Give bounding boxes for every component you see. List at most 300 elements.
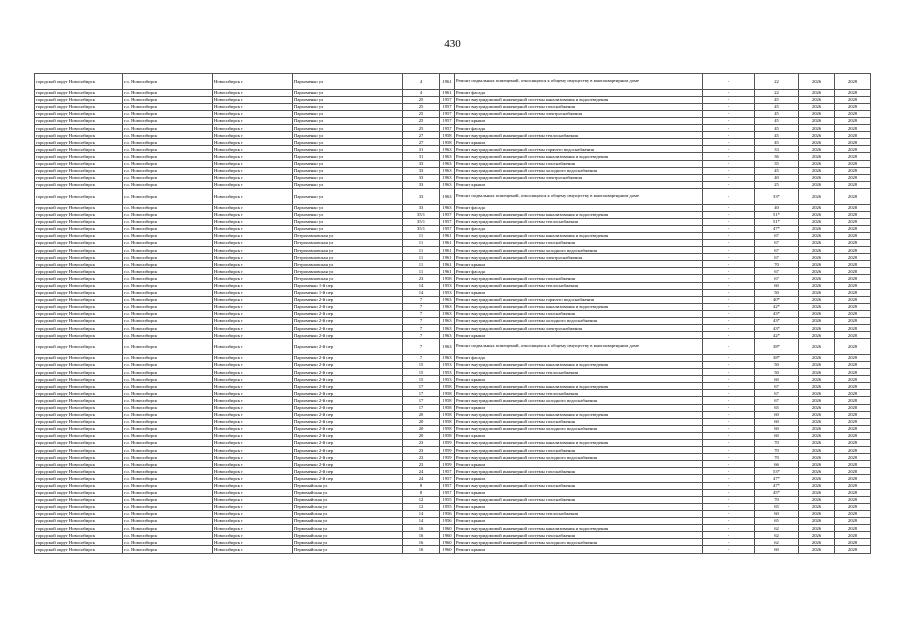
cell-district: г.о. Новосибирск xyxy=(123,532,213,539)
cell-year-start: 2026 xyxy=(799,211,835,218)
table-row xyxy=(35,181,871,188)
cell-house-number: 31 xyxy=(403,146,440,153)
table-row xyxy=(35,461,871,468)
cell-okrug: городской округ Новосибирск xyxy=(35,310,123,317)
cell-district: г.о. Новосибирск xyxy=(123,332,213,339)
cell-district: г.о. Новосибирск xyxy=(123,139,213,146)
cell-house-number: 35/1 xyxy=(403,218,440,225)
cell-dash: - xyxy=(703,181,755,188)
table-row xyxy=(35,132,871,139)
cell-okrug: городской округ Новосибирск xyxy=(35,376,123,383)
cell-dash: - xyxy=(703,397,755,404)
cell-work-type: Ремонт внутридомовой инженерной системы газоснабжения xyxy=(455,418,703,425)
cell-year-start: 2026 xyxy=(799,218,835,225)
cell-value: 70 xyxy=(755,496,799,503)
cell-work-type: Ремонт внутридомовой инженерной системы канализования и водоотведения xyxy=(455,525,703,532)
cell-district: г.о. Новосибирск xyxy=(123,354,213,361)
cell-year-start: 2026 xyxy=(799,296,835,303)
cell-year-start: 2026 xyxy=(799,332,835,339)
cell-okrug: городской округ Новосибирск xyxy=(35,218,123,225)
table-row xyxy=(35,390,871,397)
cell-house-number: 17 xyxy=(403,397,440,404)
cell-year-start: 2026 xyxy=(799,354,835,361)
cell-year-end: 2028 xyxy=(835,110,871,117)
table-row xyxy=(35,139,871,146)
cell-district: г.о. Новосибирск xyxy=(123,275,213,282)
cell-build-year: 1957 xyxy=(440,482,455,489)
cell-value: 42* xyxy=(755,303,799,310)
cell-year-end: 2028 xyxy=(835,74,871,90)
cell-work-type: Ремонт фасада xyxy=(455,354,703,361)
cell-dash: - xyxy=(703,96,755,103)
cell-work-type: Ремонт внутридомовой инженерной системы газоснабжения xyxy=(455,275,703,282)
cell-work-type: Ремонт крыши xyxy=(455,546,703,553)
cell-street: Пархоменко 2-й пер xyxy=(293,376,403,383)
cell-value: 60 xyxy=(755,418,799,425)
table-row xyxy=(35,174,871,181)
cell-year-end: 2028 xyxy=(835,218,871,225)
cell-year-start: 2026 xyxy=(799,74,835,90)
cell-city: Новосибирск г xyxy=(213,181,293,188)
cell-city: Новосибирск г xyxy=(213,261,293,268)
cell-value: 67 xyxy=(755,383,799,390)
cell-district: г.о. Новосибирск xyxy=(123,369,213,376)
cell-district: г.о. Новосибирск xyxy=(123,468,213,475)
cell-district: г.о. Новосибирск xyxy=(123,539,213,546)
cell-street: Первомайская ул xyxy=(293,496,403,503)
table-row xyxy=(35,518,871,525)
cell-street: Пархоменко 2-й пер xyxy=(293,411,403,418)
cell-city: Новосибирск г xyxy=(213,125,293,132)
cell-street: Петропавловская ул xyxy=(293,239,403,246)
cell-district: г.о. Новосибирск xyxy=(123,546,213,553)
cell-dash: - xyxy=(703,376,755,383)
cell-year-start: 2026 xyxy=(799,181,835,188)
cell-value: 70 xyxy=(755,447,799,454)
cell-value: 45 xyxy=(755,125,799,132)
cell-work-type: Ремонт внутридомовой инженерной системы горячего водоснабжения xyxy=(455,296,703,303)
cell-work-type: Ремонт внутридомовой инженерной системы канализования и водоотведения xyxy=(455,96,703,103)
table-row xyxy=(35,383,871,390)
cell-okrug: городской округ Новосибирск xyxy=(35,525,123,532)
table-row xyxy=(35,89,871,96)
cell-build-year: 1953 xyxy=(440,369,455,376)
cell-okrug: городской округ Новосибирск xyxy=(35,125,123,132)
cell-year-start: 2026 xyxy=(799,461,835,468)
cell-year-start: 2026 xyxy=(799,369,835,376)
cell-dash: - xyxy=(703,310,755,317)
cell-work-type: Ремонт внутридомовой инженерной системы канализования и водоотведения xyxy=(455,211,703,218)
cell-work-type: Ремонт внутридомовой инженерной системы теплоснабжения xyxy=(455,132,703,139)
cell-okrug: городской округ Новосибирск xyxy=(35,254,123,261)
cell-dash: - xyxy=(703,160,755,167)
cell-city: Новосибирск г xyxy=(213,275,293,282)
cell-city: Новосибирск г xyxy=(213,475,293,482)
cell-city: Новосибирск г xyxy=(213,546,293,553)
cell-city: Новосибирск г xyxy=(213,361,293,368)
cell-dash: - xyxy=(703,489,755,496)
cell-city: Новосибирск г xyxy=(213,440,293,447)
cell-house-number: 31 xyxy=(403,153,440,160)
cell-year-start: 2026 xyxy=(799,440,835,447)
cell-value: 50 xyxy=(755,369,799,376)
cell-build-year: 1955 xyxy=(440,503,455,510)
cell-value: 66 xyxy=(755,461,799,468)
cell-street: Первомайская ул xyxy=(293,525,403,532)
cell-year-start: 2026 xyxy=(799,247,835,254)
cell-year-start: 2026 xyxy=(799,447,835,454)
cell-work-type: Ремонт внутридомовой инженерной системы газоснабжения xyxy=(455,482,703,489)
cell-dash: - xyxy=(703,454,755,461)
cell-value: 36 xyxy=(755,153,799,160)
cell-year-start: 2026 xyxy=(799,225,835,232)
cell-value: 22 xyxy=(755,89,799,96)
cell-dash: - xyxy=(703,275,755,282)
cell-year-end: 2028 xyxy=(835,361,871,368)
cell-okrug: городской округ Новосибирск xyxy=(35,282,123,289)
table-row xyxy=(35,489,871,496)
cell-year-start: 2026 xyxy=(799,303,835,310)
table-row xyxy=(35,369,871,376)
cell-dash: - xyxy=(703,239,755,246)
table-row xyxy=(35,232,871,239)
cell-year-start: 2026 xyxy=(799,132,835,139)
cell-year-end: 2028 xyxy=(835,418,871,425)
cell-district: г.о. Новосибирск xyxy=(123,454,213,461)
cell-work-type: Ремонт крыши xyxy=(455,261,703,268)
cell-city: Новосибирск г xyxy=(213,296,293,303)
cell-street: Петропавловская ул xyxy=(293,275,403,282)
cell-work-type: Ремонт внутридомовой инженерной системы горячего водоснабжения xyxy=(455,146,703,153)
cell-okrug: городской округ Новосибирск xyxy=(35,188,123,204)
cell-year-start: 2026 xyxy=(799,376,835,383)
cell-okrug: городской округ Новосибирск xyxy=(35,339,123,355)
cell-value: 65 xyxy=(755,404,799,411)
cell-value: 22 xyxy=(755,74,799,90)
cell-house-number: 16 xyxy=(403,532,440,539)
cell-year-start: 2026 xyxy=(799,475,835,482)
cell-build-year: 1957 xyxy=(440,489,455,496)
cell-house-number: 11 xyxy=(403,268,440,275)
cell-build-year: 1961 xyxy=(440,239,455,246)
cell-street: Первомайская ул xyxy=(293,532,403,539)
table-row xyxy=(35,332,871,339)
cell-dash: - xyxy=(703,447,755,454)
cell-city: Новосибирск г xyxy=(213,369,293,376)
cell-year-start: 2026 xyxy=(799,125,835,132)
table-row xyxy=(35,318,871,325)
cell-build-year: 1963 xyxy=(440,204,455,211)
cell-street: Пархоменко 2-й пер xyxy=(293,397,403,404)
cell-year-end: 2028 xyxy=(835,117,871,124)
cell-okrug: городской округ Новосибирск xyxy=(35,247,123,254)
cell-district: г.о. Новосибирск xyxy=(123,296,213,303)
table-row xyxy=(35,339,871,355)
cell-district: г.о. Новосибирск xyxy=(123,160,213,167)
cell-street: Пархоменко 2-й пер xyxy=(293,361,403,368)
cell-city: Новосибирск г xyxy=(213,425,293,432)
cell-work-type: Ремонт внутридомовой инженерной системы электроснабжения xyxy=(455,174,703,181)
cell-house-number: 11 xyxy=(403,247,440,254)
cell-build-year: 1961 xyxy=(440,232,455,239)
cell-year-end: 2028 xyxy=(835,397,871,404)
cell-dash: - xyxy=(703,174,755,181)
cell-city: Новосибирск г xyxy=(213,167,293,174)
cell-dash: - xyxy=(703,103,755,110)
cell-house-number: 16 xyxy=(403,525,440,532)
cell-street: Пархоменко ул xyxy=(293,110,403,117)
cell-okrug: городской округ Новосибирск xyxy=(35,454,123,461)
cell-district: г.о. Новосибирск xyxy=(123,181,213,188)
cell-okrug: городской округ Новосибирск xyxy=(35,468,123,475)
cell-street: Пархоменко ул xyxy=(293,139,403,146)
cell-dash: - xyxy=(703,188,755,204)
cell-street: Петропавловская ул xyxy=(293,268,403,275)
cell-okrug: городской округ Новосибирск xyxy=(35,461,123,468)
cell-house-number: 16 xyxy=(403,539,440,546)
cell-build-year: 1963 xyxy=(440,188,455,204)
cell-year-end: 2028 xyxy=(835,503,871,510)
cell-value: 60 xyxy=(755,425,799,432)
cell-work-type: Ремонт внутридомовой инженерной системы теплоснабжения xyxy=(455,282,703,289)
cell-build-year: 1958 xyxy=(440,404,455,411)
cell-dash: - xyxy=(703,89,755,96)
cell-okrug: городской округ Новосибирск xyxy=(35,397,123,404)
cell-city: Новосибирск г xyxy=(213,383,293,390)
cell-build-year: 1963 xyxy=(440,339,455,355)
cell-city: Новосибирск г xyxy=(213,376,293,383)
cell-build-year: 1963 xyxy=(440,160,455,167)
cell-work-type: Ремонт внутридомовой инженерной системы канализования и водоотведения xyxy=(455,361,703,368)
page-number: 430 xyxy=(444,38,461,50)
cell-value: 67 xyxy=(755,247,799,254)
cell-work-type: Ремонт крыши xyxy=(455,376,703,383)
table-row xyxy=(35,376,871,383)
cell-year-start: 2026 xyxy=(799,397,835,404)
cell-build-year: 1963 xyxy=(440,325,455,332)
cell-build-year: 1958 xyxy=(440,432,455,439)
cell-okrug: городской округ Новосибирск xyxy=(35,546,123,553)
cell-street: Пархоменко ул xyxy=(293,146,403,153)
cell-work-type: Ремонт подвальных помещений, относящихся к общему имуществу в многоквартирном доме xyxy=(455,188,703,204)
cell-work-type: Ремонт внутридомовой инженерной системы газоснабжения xyxy=(455,310,703,317)
cell-city: Новосибирск г xyxy=(213,310,293,317)
cell-dash: - xyxy=(703,539,755,546)
cell-district: г.о. Новосибирск xyxy=(123,261,213,268)
cell-house-number: 7 xyxy=(403,310,440,317)
cell-year-end: 2028 xyxy=(835,525,871,532)
cell-city: Новосибирск г xyxy=(213,447,293,454)
table-row xyxy=(35,354,871,361)
cell-dash: - xyxy=(703,503,755,510)
cell-work-type: Ремонт внутридомовой инженерной системы газоснабжения xyxy=(455,468,703,475)
cell-year-end: 2028 xyxy=(835,289,871,296)
cell-value: 33 xyxy=(755,146,799,153)
cell-work-type: Ремонт крыши xyxy=(455,432,703,439)
cell-dash: - xyxy=(703,282,755,289)
cell-city: Новосибирск г xyxy=(213,496,293,503)
cell-year-start: 2026 xyxy=(799,110,835,117)
cell-build-year: 1958 xyxy=(440,132,455,139)
cell-street: Первомайская ул xyxy=(293,503,403,510)
cell-year-end: 2028 xyxy=(835,332,871,339)
cell-district: г.о. Новосибирск xyxy=(123,361,213,368)
cell-dash: - xyxy=(703,110,755,117)
cell-dash: - xyxy=(703,74,755,90)
cell-city: Новосибирск г xyxy=(213,146,293,153)
cell-year-start: 2026 xyxy=(799,89,835,96)
cell-year-end: 2028 xyxy=(835,268,871,275)
table-row xyxy=(35,117,871,124)
cell-year-end: 2028 xyxy=(835,496,871,503)
cell-district: г.о. Новосибирск xyxy=(123,153,213,160)
cell-build-year: 1963 xyxy=(440,332,455,339)
cell-year-end: 2028 xyxy=(835,310,871,317)
table-row xyxy=(35,503,871,510)
cell-district: г.о. Новосибирск xyxy=(123,475,213,482)
cell-dash: - xyxy=(703,411,755,418)
cell-year-start: 2026 xyxy=(799,383,835,390)
cell-value: 60 xyxy=(755,282,799,289)
cell-year-end: 2028 xyxy=(835,174,871,181)
cell-work-type: Ремонт подвальных помещений, относящихся к общему имуществу в многоквартирном доме xyxy=(455,339,703,355)
cell-district: г.о. Новосибирск xyxy=(123,225,213,232)
cell-okrug: городской округ Новосибирск xyxy=(35,475,123,482)
cell-work-type: Ремонт внутридомовой инженерной системы теплоснабжения xyxy=(455,510,703,517)
table-row xyxy=(35,275,871,282)
cell-okrug: городской округ Новосибирск xyxy=(35,361,123,368)
cell-year-start: 2026 xyxy=(799,103,835,110)
cell-district: г.о. Новосибирск xyxy=(123,482,213,489)
cell-okrug: городской округ Новосибирск xyxy=(35,239,123,246)
cell-build-year: 1959 xyxy=(440,447,455,454)
cell-district: г.о. Новосибирск xyxy=(123,282,213,289)
cell-value: 47* xyxy=(755,482,799,489)
cell-city: Новосибирск г xyxy=(213,247,293,254)
cell-dash: - xyxy=(703,132,755,139)
cell-district: г.о. Новосибирск xyxy=(123,211,213,218)
cell-year-end: 2028 xyxy=(835,188,871,204)
cell-build-year: 1963 xyxy=(440,318,455,325)
cell-okrug: городской округ Новосибирск xyxy=(35,174,123,181)
cell-dash: - xyxy=(703,546,755,553)
cell-year-end: 2028 xyxy=(835,204,871,211)
cell-year-start: 2026 xyxy=(799,174,835,181)
cell-work-type: Ремонт фасада xyxy=(455,204,703,211)
cell-value: 25 xyxy=(755,181,799,188)
cell-district: г.о. Новосибирск xyxy=(123,418,213,425)
cell-street: Пархоменко 2-й пер xyxy=(293,404,403,411)
cell-build-year: 1956 xyxy=(440,510,455,517)
cell-dash: - xyxy=(703,289,755,296)
cell-build-year: 1960 xyxy=(440,532,455,539)
cell-year-end: 2028 xyxy=(835,160,871,167)
cell-build-year: 1963 xyxy=(440,174,455,181)
cell-year-start: 2026 xyxy=(799,539,835,546)
cell-district: г.о. Новосибирск xyxy=(123,318,213,325)
cell-work-type: Ремонт подвальных помещений, относящихся к общему имуществу в многоквартирном доме xyxy=(455,74,703,90)
cell-okrug: городской округ Новосибирск xyxy=(35,496,123,503)
cell-okrug: городской округ Новосибирск xyxy=(35,447,123,454)
cell-build-year: 1957 xyxy=(440,103,455,110)
cell-year-end: 2028 xyxy=(835,261,871,268)
cell-house-number: 24 xyxy=(403,475,440,482)
cell-okrug: городской округ Новосибирск xyxy=(35,275,123,282)
table-row xyxy=(35,447,871,454)
cell-dash: - xyxy=(703,354,755,361)
cell-city: Новосибирск г xyxy=(213,139,293,146)
cell-city: Новосибирск г xyxy=(213,303,293,310)
cell-house-number: 14 xyxy=(403,289,440,296)
cell-build-year: 1959 xyxy=(440,454,455,461)
cell-house-number: 23 xyxy=(403,454,440,461)
cell-street: Пархоменко ул xyxy=(293,225,403,232)
cell-house-number: 8 xyxy=(403,489,440,496)
cell-district: г.о. Новосибирск xyxy=(123,96,213,103)
repair-schedule-table xyxy=(34,73,871,554)
cell-city: Новосибирск г xyxy=(213,411,293,418)
cell-value: 62 xyxy=(755,532,799,539)
cell-district: г.о. Новосибирск xyxy=(123,383,213,390)
table-row xyxy=(35,546,871,553)
cell-value: 65 xyxy=(755,503,799,510)
cell-build-year: 1953 xyxy=(440,289,455,296)
cell-street: Петропавловская ул xyxy=(293,247,403,254)
cell-okrug: городской округ Новосибирск xyxy=(35,167,123,174)
cell-build-year: 1958 xyxy=(440,425,455,432)
cell-value: 40 xyxy=(755,174,799,181)
cell-value: 45 xyxy=(755,132,799,139)
cell-district: г.о. Новосибирск xyxy=(123,268,213,275)
table-row xyxy=(35,153,871,160)
cell-house-number: 15 xyxy=(403,376,440,383)
cell-okrug: городской округ Новосибирск xyxy=(35,332,123,339)
cell-city: Новосибирск г xyxy=(213,325,293,332)
cell-street: Петропавловская ул xyxy=(293,232,403,239)
cell-build-year: 1957 xyxy=(440,211,455,218)
cell-year-end: 2028 xyxy=(835,139,871,146)
cell-year-end: 2028 xyxy=(835,103,871,110)
cell-year-end: 2028 xyxy=(835,225,871,232)
cell-okrug: городской округ Новосибирск xyxy=(35,261,123,268)
cell-build-year: 1963 xyxy=(440,146,455,153)
cell-house-number: 15 xyxy=(403,369,440,376)
cell-house-number: 7 xyxy=(403,325,440,332)
cell-year-end: 2028 xyxy=(835,411,871,418)
cell-build-year: 1958 xyxy=(440,411,455,418)
cell-city: Новосибирск г xyxy=(213,532,293,539)
table-row xyxy=(35,218,871,225)
cell-year-end: 2028 xyxy=(835,510,871,517)
cell-street: Пархоменко 2-й пер xyxy=(293,418,403,425)
cell-house-number: 7 xyxy=(403,339,440,355)
cell-work-type: Ремонт внутридомовой инженерной системы холодного водоснабжения xyxy=(455,318,703,325)
table-row xyxy=(35,454,871,461)
cell-year-end: 2028 xyxy=(835,296,871,303)
cell-city: Новосибирск г xyxy=(213,397,293,404)
cell-year-end: 2028 xyxy=(835,325,871,332)
cell-city: Новосибирск г xyxy=(213,468,293,475)
cell-dash: - xyxy=(703,525,755,532)
cell-district: г.о. Новосибирск xyxy=(123,525,213,532)
cell-house-number: 35/1 xyxy=(403,211,440,218)
cell-district: г.о. Новосибирск xyxy=(123,489,213,496)
cell-city: Новосибирск г xyxy=(213,254,293,261)
cell-value: 70 xyxy=(755,261,799,268)
cell-okrug: городской округ Новосибирск xyxy=(35,482,123,489)
cell-okrug: городской округ Новосибирск xyxy=(35,153,123,160)
cell-year-start: 2026 xyxy=(799,268,835,275)
